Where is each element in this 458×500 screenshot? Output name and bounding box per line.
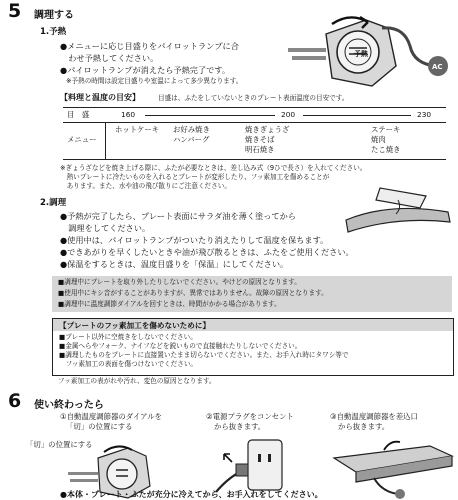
menu-item: 焼肉 (371, 135, 386, 144)
step1-text-line2: 「切」の位置にする (66, 422, 133, 431)
final-instruction: ●本体・プレート・ふたが充分に冷えてから、お手入れをしてください。 (60, 490, 323, 499)
step2-text (206, 412, 294, 422)
preheat-bullet: ●メニューに応じ目盛りをパイロットランプに合 (60, 41, 239, 51)
cooking-bullet: 調理をしてください。 (60, 223, 151, 233)
warning-box (52, 276, 452, 312)
temp-guide-caption: 目盛は、ふたをしていないときのプレート表面温度の目安です。 (158, 94, 349, 102)
remove-controller-illustration (330, 432, 456, 500)
protect-box (52, 318, 454, 376)
menu-item: ステーキ (371, 125, 401, 134)
preheat-note: ※予熱の時間は設定目盛りや室温によって多少異なります。 (66, 77, 243, 85)
protect-footer: フッ素加工の表がれや汚れ、変色の原因となります。 (58, 377, 216, 385)
temp-guide-notes (60, 164, 366, 191)
temp-note: 熱いプレートに冷たいものを入れるとプレートが変形したり、フッ素加工を傷めることが (60, 173, 330, 181)
step-text: 自動温度調節器を差込口 (336, 412, 418, 421)
outlet-icon (248, 440, 282, 490)
section5-title: 調理する (34, 10, 74, 21)
menu-item: ハンバーグ (173, 135, 210, 144)
temp-note: あります。また、水や油の飛び散りにご注意ください。 (60, 182, 231, 190)
step-text: 電源プラグをコンセント (212, 412, 294, 421)
menu-item: ホットケーキ (115, 125, 160, 134)
section5-number: 5 (8, 0, 22, 22)
step-number: ③ (330, 412, 337, 421)
warning-line: ■使用中にキシ音がすることがありますが、異常ではありません。故障の原因となります。 (58, 289, 328, 297)
preheat-title: 1.予熱 (40, 27, 67, 37)
scale-value: 160 (121, 110, 136, 119)
dial-icon (107, 459, 137, 489)
temp-note: ※ぎょうざなどを焼き上げる際に、ふたが必要なときは、差し込み式（9ひで長さ）を入れてください。 (60, 164, 367, 172)
step3-text-line2: から抜きます。 (338, 422, 390, 431)
section6-number: 6 (8, 390, 22, 412)
cooking-title: 2.調理 (40, 198, 67, 208)
menu-item: たこ焼き (371, 145, 401, 154)
temp-guide-title: 【料理と温度の目安】 (60, 93, 140, 102)
protect-line: ■金属へらやフォーク、ナイフなどを鋭いもので直接触れたりしないでください。 (59, 342, 302, 350)
step1-text (60, 412, 162, 422)
menu-group (173, 125, 210, 145)
scale-row-label: 目 盛 (67, 110, 90, 119)
cooking-bullet: ●使用中は、パイロットランプがついたり消えたりして温度を保ちます。 (60, 235, 329, 245)
preheat-bullets (60, 40, 239, 76)
menu-group (245, 125, 289, 155)
cooking-bullet: ●保温をするときは、温度目盛りを「保温」にしてください。 (60, 259, 289, 269)
preheat-bullet: ●パイロットランプが消えたら予熱完了です。 (60, 65, 231, 75)
cooking-bullet: ●できあがりを早くしたいときや油が飛び散るときは、ふたをご使用ください。 (60, 247, 354, 257)
protect-line: フッ素加工の表面を傷つけないでください。 (59, 360, 198, 368)
step-text: 自動温度調節器のダイアルを (66, 412, 163, 421)
protect-line: ■調理したものをプレートに直接置いたまま切らないでください。また、お手入れ時にタワシ等で (59, 351, 349, 359)
temp-guide-table (63, 107, 446, 160)
controller-icon (395, 489, 405, 499)
warning-line: ■調理中にプレートを取り外したりしないでください。やけどの原因となります。 (58, 278, 301, 286)
menu-item: お好み焼き (173, 125, 210, 134)
cooking-bullet: ●予熱が完了したら、プレート表面にサラダ油を薄く塗ってから (60, 211, 296, 221)
menu-item: 焼きそば (245, 135, 275, 144)
cooking-bullets (60, 210, 354, 270)
step2-text-line2: から抜きます。 (214, 422, 266, 431)
protect-title: 【プレートのフッ素加工を傷めないために】 (59, 321, 211, 330)
protect-line: ■プレート以外に空焼きをしないでください。 (59, 333, 197, 341)
ac-tag: AC (432, 63, 443, 71)
step-number: ② (206, 412, 213, 421)
warning-line: ■調理中に温度調節ダイアルを回すときは、時間がかかる場合があります。 (58, 300, 281, 308)
brush-icon (376, 188, 426, 208)
preheat-bullet: わせ予熱してください。 (60, 53, 159, 63)
step3-text (330, 412, 418, 422)
scale-value: 200 (281, 110, 296, 119)
oil-plate-illustration (340, 182, 456, 240)
section6-title: 使い終わったら (34, 400, 104, 411)
scale-value: 230 (417, 110, 432, 119)
menu-item: 明石焼き (245, 145, 275, 154)
menu-group (371, 125, 401, 155)
menu-row-label: メニュー (67, 135, 97, 144)
temperature-dial-illustration (286, 6, 456, 96)
dial-label: 予熱 (354, 50, 368, 58)
plug-prongs-icon (288, 48, 326, 60)
dial-off-callout: 「切」の位置にする (26, 440, 93, 449)
menu-item: 焼きぎょうざ (245, 125, 290, 134)
step-number: ① (60, 412, 67, 421)
